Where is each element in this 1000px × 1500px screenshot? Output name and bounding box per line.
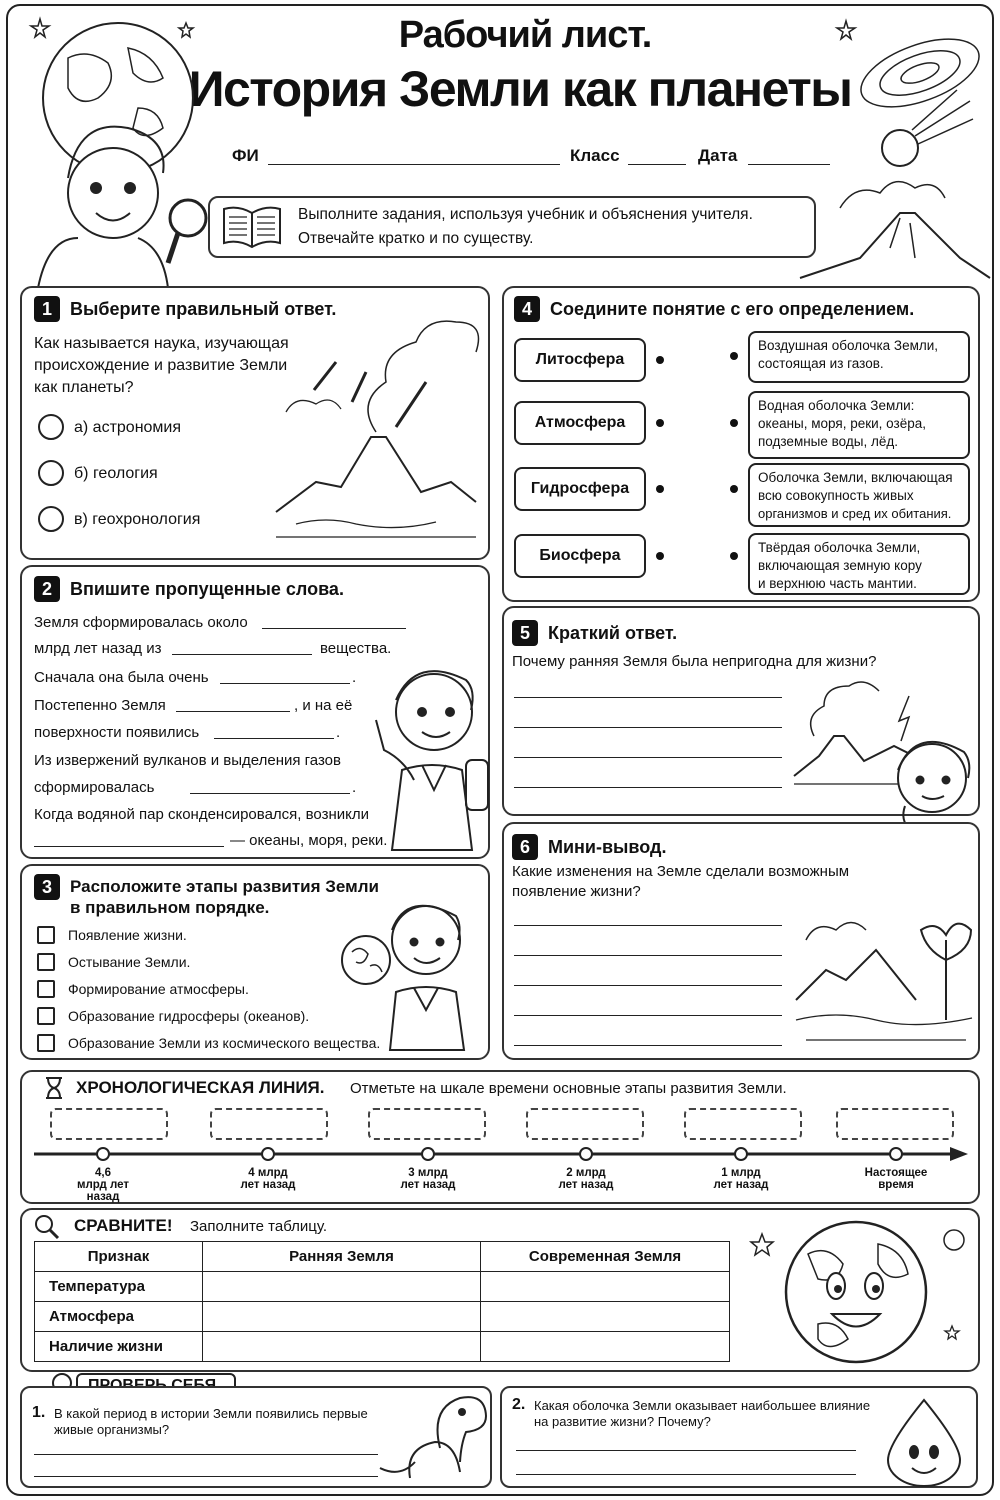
answer-line[interactable] bbox=[514, 697, 782, 698]
compare-table bbox=[34, 1241, 730, 1362]
timeline-point[interactable] bbox=[734, 1147, 748, 1161]
hourglass-icon bbox=[44, 1076, 64, 1100]
fill-text: Из извержений вулканов и выделения газов bbox=[34, 752, 341, 769]
star-icon bbox=[836, 20, 856, 40]
answer-line[interactable] bbox=[514, 985, 782, 986]
definition-box[interactable]: Оболочка Земли, включающая всю совокупность живых организмов и сред их обитания. bbox=[748, 463, 970, 527]
answer-line[interactable] bbox=[514, 727, 782, 728]
task-number: 1 bbox=[34, 296, 60, 322]
instruction-line1: Выполните задания, используя учебник и объяснения учителя. bbox=[298, 206, 753, 223]
table-header: Признак bbox=[35, 1242, 203, 1272]
answer-line[interactable] bbox=[514, 925, 782, 926]
task1-question-line: Как называется наука, изучающая bbox=[34, 335, 289, 352]
stage-checkbox[interactable] bbox=[37, 980, 55, 998]
task-number: 5 bbox=[512, 620, 538, 646]
fill-blank[interactable] bbox=[172, 654, 312, 655]
fill-blank[interactable] bbox=[220, 683, 350, 684]
option-c-radio[interactable] bbox=[38, 506, 64, 532]
table-cell-input[interactable] bbox=[481, 1332, 730, 1362]
compare-title: СРАВНИТЕ! bbox=[74, 1216, 173, 1235]
timeline-answer-box[interactable] bbox=[210, 1108, 328, 1140]
timeline-label: 4,6 млрд лет назад bbox=[76, 1167, 130, 1203]
option-c-label: в) геохронология bbox=[74, 511, 201, 528]
answer-line[interactable] bbox=[514, 787, 782, 788]
task3-title: 3 Расположите этапы развития Земли в правильном порядке. bbox=[34, 874, 379, 918]
timeline-title: ХРОНОЛОГИЧЕСКАЯ ЛИНИЯ. bbox=[76, 1078, 325, 1097]
stage-label: Формирование атмосферы. bbox=[68, 981, 249, 997]
table-row-label: Наличие жизни bbox=[35, 1332, 203, 1362]
match-dot-right[interactable] bbox=[730, 552, 738, 560]
timeline-answer-box[interactable] bbox=[50, 1108, 168, 1140]
option-a-radio[interactable] bbox=[38, 414, 64, 440]
stage-checkbox[interactable] bbox=[37, 1007, 55, 1025]
term-biosphere[interactable]: Биосфера bbox=[514, 534, 646, 578]
fill-blank[interactable] bbox=[176, 711, 290, 712]
timeline-arrow bbox=[34, 1146, 970, 1162]
fill-blank[interactable] bbox=[190, 793, 350, 794]
fill-text: Земля сформировалась около bbox=[34, 614, 248, 631]
galaxy-comet-volcano-illustration bbox=[800, 18, 990, 283]
task1-question-line: как планеты? bbox=[34, 379, 134, 396]
date-field[interactable] bbox=[748, 164, 830, 165]
fill-text: Сначала она была очень bbox=[34, 669, 209, 686]
class-label: Класс bbox=[570, 146, 620, 165]
star-icon bbox=[178, 22, 194, 38]
timeline-label: 4 млрд лет назад bbox=[240, 1167, 296, 1191]
term-hydrosphere[interactable]: Гидросфера bbox=[514, 467, 646, 511]
stage-checkbox[interactable] bbox=[37, 953, 55, 971]
term-atmosphere[interactable]: Атмосфера bbox=[514, 401, 646, 445]
date-label: Дата bbox=[698, 146, 738, 165]
globe-boy-illustration bbox=[18, 18, 218, 288]
answer-line[interactable] bbox=[34, 1476, 378, 1477]
check-q1-line1: В какой период в истории Земли появились первые bbox=[54, 1406, 368, 1421]
table-cell-input[interactable] bbox=[203, 1332, 481, 1362]
task6-title: 6 Мини-вывод. bbox=[512, 834, 666, 860]
task-number: 2 bbox=[34, 576, 60, 602]
class-field[interactable] bbox=[628, 164, 686, 165]
book-icon bbox=[220, 203, 284, 251]
table-row-label: Температура bbox=[35, 1272, 203, 1302]
fio-field[interactable] bbox=[268, 164, 560, 165]
table-cell-input[interactable] bbox=[481, 1272, 730, 1302]
fill-blank[interactable] bbox=[34, 846, 224, 847]
fill-text: млрд лет назад из bbox=[34, 640, 162, 657]
timeline-answer-box[interactable] bbox=[836, 1108, 954, 1140]
answer-line[interactable] bbox=[34, 1454, 378, 1455]
timeline-point[interactable] bbox=[261, 1147, 275, 1161]
timeline-point[interactable] bbox=[579, 1147, 593, 1161]
task6-question-line1: Какие изменения на Земле сделали возможным bbox=[512, 863, 850, 880]
match-dot-left[interactable] bbox=[656, 552, 664, 560]
fill-text: . bbox=[352, 669, 357, 686]
table-header: Ранняя Земля bbox=[203, 1242, 481, 1272]
page-title-line2: История Земли как планеты bbox=[188, 61, 852, 117]
fill-text: поверхности появились bbox=[34, 724, 200, 741]
fill-blank[interactable] bbox=[262, 628, 406, 629]
magnifier-icon bbox=[34, 1214, 60, 1240]
timeline-subtitle: Отметьте на шкале времени основные этапы развития Земли. bbox=[350, 1080, 787, 1097]
match-dot-right[interactable] bbox=[730, 419, 738, 427]
instruction-line2: Отвечайте кратко и по существу. bbox=[298, 230, 534, 247]
definition-box[interactable]: Водная оболочка Земли: океаны, моря, реки, озёра, подземные воды, лёд. bbox=[748, 391, 970, 459]
task2-title: 2 Впишите пропущенные слова. bbox=[34, 576, 344, 602]
fill-text: . bbox=[352, 779, 357, 796]
stage-label: Образование гидросферы (океанов). bbox=[68, 1008, 310, 1024]
timeline-point[interactable] bbox=[421, 1147, 435, 1161]
timeline-point[interactable] bbox=[96, 1147, 110, 1161]
answer-line[interactable] bbox=[514, 757, 782, 758]
stage-label: Остывание Земли. bbox=[68, 954, 191, 970]
smiling-earth-illustration bbox=[748, 1214, 968, 1368]
timeline-label: Настоящее время bbox=[864, 1167, 928, 1191]
boy-pointing-illustration bbox=[362, 660, 494, 856]
page-title-line1: Рабочий лист. bbox=[398, 14, 652, 56]
option-b-radio[interactable] bbox=[38, 460, 64, 486]
task-number: 4 bbox=[514, 296, 540, 322]
fill-blank[interactable] bbox=[214, 738, 334, 739]
fio-label: ФИ bbox=[232, 146, 259, 165]
stage-checkbox[interactable] bbox=[37, 926, 55, 944]
task6-question-line2: появление жизни? bbox=[512, 883, 641, 900]
match-dot-left[interactable] bbox=[656, 419, 664, 427]
fill-text: , и на её bbox=[294, 697, 353, 714]
option-b-label: б) геология bbox=[74, 465, 158, 482]
match-dot-left[interactable] bbox=[656, 356, 664, 364]
term-lithosphere[interactable]: Литосфера bbox=[514, 338, 646, 382]
table-cell-input[interactable] bbox=[481, 1302, 730, 1332]
stage-label: Образование Земли из космического вещества. bbox=[68, 1035, 381, 1051]
landscape-tree-illustration bbox=[796, 900, 972, 1048]
answer-line[interactable] bbox=[516, 1474, 856, 1475]
table-row-label: Атмосфера bbox=[35, 1302, 203, 1332]
fill-text: . bbox=[336, 724, 341, 741]
star-icon bbox=[30, 18, 50, 38]
fill-text: вещества. bbox=[320, 640, 392, 657]
option-a-label: а) астрономия bbox=[74, 419, 182, 436]
timeline-point[interactable] bbox=[889, 1147, 903, 1161]
task-number: 6 bbox=[512, 834, 538, 860]
timeline-label: 3 млрд лет назад bbox=[400, 1167, 456, 1191]
water-drop-illustration bbox=[884, 1398, 964, 1486]
fill-text: сформировалась bbox=[34, 779, 155, 796]
table-cell-input[interactable] bbox=[203, 1272, 481, 1302]
answer-line[interactable] bbox=[514, 955, 782, 956]
task5-question: Почему ранняя Земля была непригодна для жизни? bbox=[512, 653, 877, 670]
definition-box[interactable]: Воздушная оболочка Земли, состоящая из газов. bbox=[748, 331, 970, 383]
task5-title: 5 Краткий ответ. bbox=[512, 620, 677, 646]
answer-line[interactable] bbox=[516, 1450, 856, 1451]
fill-text: — океаны, моря, реки. bbox=[230, 832, 388, 849]
timeline-label: 1 млрд лет назад bbox=[713, 1167, 769, 1191]
timeline-answer-box[interactable] bbox=[526, 1108, 644, 1140]
task4-title: 4 Соедините понятие с его определением. bbox=[514, 296, 914, 322]
check-q2-number: 2. bbox=[512, 1396, 526, 1413]
fill-text: Когда водяной пар сконденсировался, возникли bbox=[34, 806, 370, 823]
check-q2-line1: Какая оболочка Земли оказывает наибольшее влияние bbox=[534, 1398, 871, 1413]
check-q2-line2: на развитие жизни? Почему? bbox=[534, 1414, 711, 1429]
volcano-meteor-illustration bbox=[276, 312, 476, 550]
task1-question-line: происхождение и развитие Земли bbox=[34, 357, 288, 374]
boy-holding-globe-illustration bbox=[342, 896, 472, 1052]
match-dot-right[interactable] bbox=[730, 352, 738, 360]
check-q1-number: 1. bbox=[32, 1404, 46, 1421]
answer-line[interactable] bbox=[514, 1045, 782, 1046]
match-dot-right[interactable] bbox=[730, 485, 738, 493]
table-cell-input[interactable] bbox=[203, 1302, 481, 1332]
timeline-answer-box[interactable] bbox=[368, 1108, 486, 1140]
stage-label: Появление жизни. bbox=[68, 927, 187, 943]
timeline-answer-box[interactable] bbox=[684, 1108, 802, 1140]
dinosaur-illustration bbox=[380, 1388, 488, 1484]
match-dot-left[interactable] bbox=[656, 485, 664, 493]
compare-subtitle: Заполните таблицу. bbox=[190, 1218, 328, 1235]
check-q1-line2: живые организмы? bbox=[54, 1422, 170, 1437]
answer-line[interactable] bbox=[514, 1015, 782, 1016]
table-header: Современная Земля bbox=[481, 1242, 730, 1272]
task1-title: 1 Выберите правильный ответ. bbox=[34, 296, 336, 322]
stage-checkbox[interactable] bbox=[37, 1034, 55, 1052]
task-number: 3 bbox=[34, 874, 60, 900]
definition-box[interactable]: Твёрдая оболочка Земли, включающая земную кору и верхнюю часть мантии. bbox=[748, 533, 970, 595]
fill-text: Постепенно Земля bbox=[34, 697, 166, 714]
timeline-label: 2 млрд лет назад bbox=[558, 1167, 614, 1191]
